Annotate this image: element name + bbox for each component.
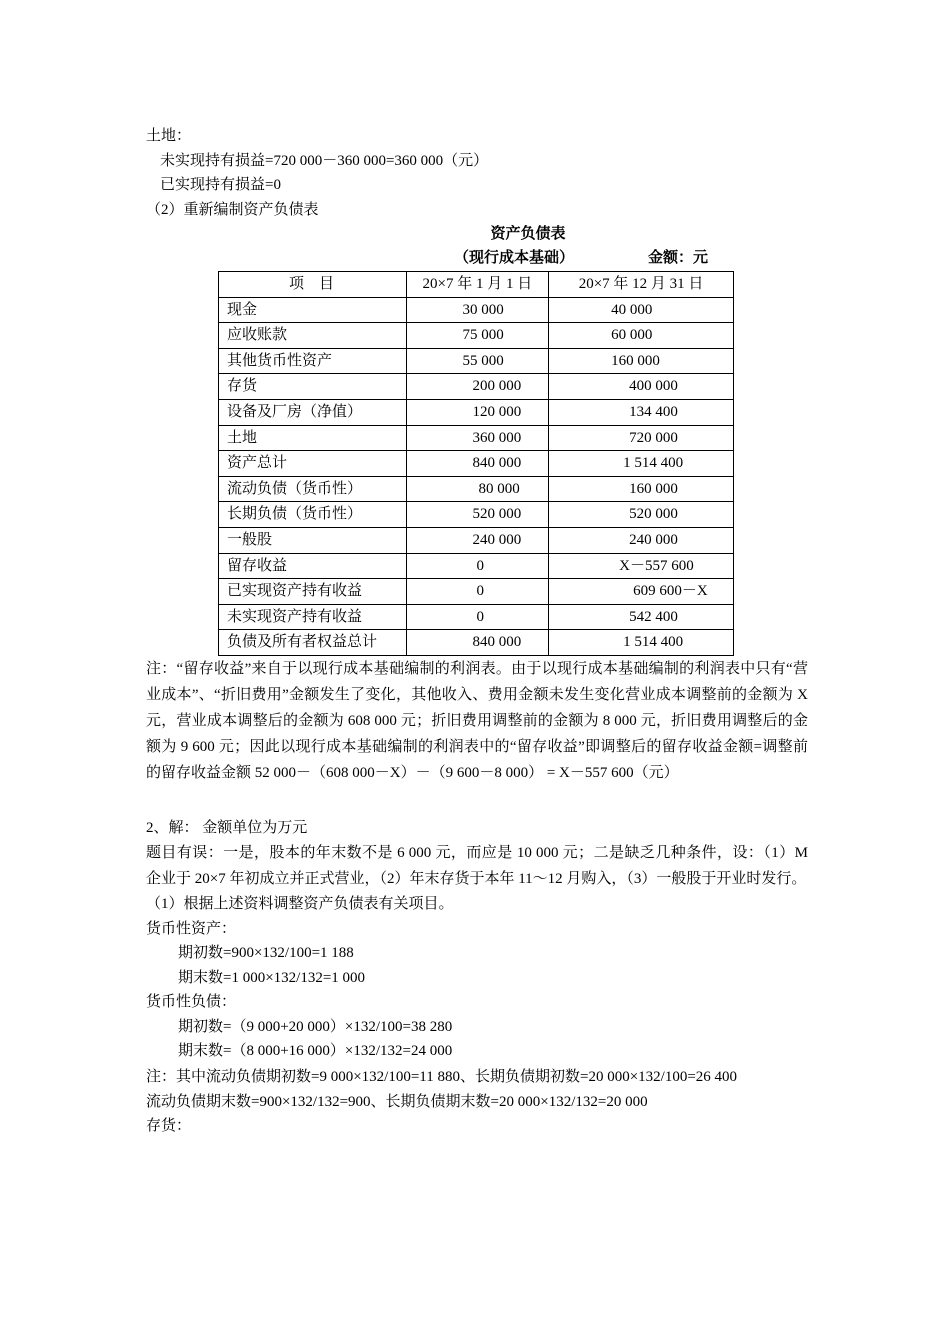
unrealized-gain-line: 未实现持有损益=720 000－360 000=360 000（元） — [160, 152, 489, 169]
table-row — [219, 502, 734, 528]
document-page — [146, 124, 808, 1139]
row-begin-value: 840 000 — [406, 451, 549, 477]
row-begin-value: 55 000 — [406, 348, 549, 374]
table-row — [219, 399, 734, 425]
row-begin-value: 240 000 — [406, 527, 549, 553]
row-begin-value: 200 000 — [406, 374, 549, 400]
row-end-value: 1 514 400 — [549, 451, 734, 477]
row-item: 长期负债（货币性） — [219, 502, 407, 528]
header-item: 项 目 — [219, 272, 407, 298]
row-begin-value: 0 — [406, 604, 549, 630]
row-end-value: 1 514 400 — [549, 630, 734, 656]
table-row — [219, 553, 734, 579]
note-retained-earnings: 注：“留存收益”来自于以现行成本基础编制的利润表。由于以现行成本基础编制的利润表中只有“营业成本”、“折旧费用”金额发生了变化，其他收入、费用金额未发生变化营业成本调整前的金额为 X 元，营业成本调整后的金额为 608 000 元；折旧费用调整前的金额为 8 000 元，折旧费用调整后的金额为 9 600 元；因此以现行成本基础编制的利润表中的“留存收益”即调整后的留存收益金额=调整前的留存收益金额 52 000－（608 000－X）－（9 600－8 000） = X－557 600（元） — [146, 660, 808, 781]
realized-gain-line: 已实现持有损益=0 — [160, 177, 281, 193]
row-begin-value: 520 000 — [406, 502, 549, 528]
table-row — [219, 425, 734, 451]
errata-paragraph: 题目有误：一是，股本的年末数不是 6 000 元，而应是 10 000 元；二是缺乏几种条件，设：（1）M 企业于 20×7 年初成立并正式营业，（2）年末存货于本年 11～12 月购入，（3）一般股于开业时发行。 — [146, 845, 808, 888]
note-liabilities-begin: 注：其中流动负债期初数=9 000×132/100=11 880、长期负债期初数=20 000×132/100=26 400 — [146, 1068, 738, 1085]
row-item: 土地 — [219, 425, 407, 451]
row-begin-value: 30 000 — [406, 297, 549, 323]
note-liabilities-end: 流动负债期末数=900×132/132=900、长期负债期末数=20 000×132/132=20 000 — [146, 1093, 648, 1110]
row-item: 应收账款 — [219, 323, 407, 349]
table-row — [219, 451, 734, 477]
inventory-label: 存货： — [146, 1118, 192, 1135]
monetary-liabilities-label: 货币性负债： — [146, 994, 237, 1011]
row-end-value: 240 000 — [549, 527, 734, 553]
row-item: 一般股 — [219, 527, 407, 553]
row-end-value: 542 400 — [549, 604, 734, 630]
table-subtitle-row — [146, 246, 808, 271]
table-row — [219, 374, 734, 400]
row-begin-value: 80 000 — [406, 476, 549, 502]
header-begin: 20×7 年 1 月 1 日 — [406, 272, 549, 298]
row-end-value: 520 000 — [549, 502, 734, 528]
row-item: 已实现资产持有收益 — [219, 579, 407, 605]
header-end: 20×7 年 12 月 31 日 — [549, 272, 734, 298]
step2-heading: （2）重新编制资产负债表 — [146, 201, 319, 218]
table-row — [219, 579, 734, 605]
row-end-value: 400 000 — [549, 374, 734, 400]
row-begin-value: 0 — [406, 579, 549, 605]
table-row — [219, 348, 734, 374]
monetary-liabilities-begin: 期初数=（9 000+20 000）×132/100=38 280 — [178, 1018, 453, 1035]
table-row — [219, 323, 734, 349]
row-begin-value: 75 000 — [406, 323, 549, 349]
row-end-value: 60 000 — [549, 323, 734, 349]
table-row — [219, 297, 734, 323]
row-begin-value: 0 — [406, 553, 549, 579]
row-item: 留存收益 — [219, 553, 407, 579]
row-begin-value: 120 000 — [406, 399, 549, 425]
row-end-value: 134 400 — [549, 399, 734, 425]
row-item: 流动负债（货币性） — [219, 476, 407, 502]
row-item: 资产总计 — [219, 451, 407, 477]
row-item: 现金 — [219, 297, 407, 323]
table-body — [219, 297, 734, 655]
table-subtitle: （现行成本基础） — [454, 250, 575, 266]
row-end-value: 160 000 — [549, 476, 734, 502]
row-end-value: 720 000 — [549, 425, 734, 451]
row-begin-value: 840 000 — [406, 630, 549, 656]
row-end-value: 40 000 — [549, 297, 734, 323]
table-row — [219, 630, 734, 656]
table-row — [219, 527, 734, 553]
table-title: 资产负债表 — [490, 226, 566, 242]
row-begin-value: 360 000 — [406, 425, 549, 451]
monetary-assets-begin: 期初数=900×132/100=1 188 — [178, 945, 354, 962]
table-header-row — [219, 272, 734, 298]
table-row — [219, 604, 734, 630]
row-item: 其他货币性资产 — [219, 348, 407, 374]
step1-heading: （1）根据上述资料调整资产负债表有关项目。 — [146, 896, 454, 913]
table-row — [219, 476, 734, 502]
table-unit: 金额：元 — [648, 250, 709, 266]
land-label: 土地： — [146, 128, 192, 144]
row-item: 负债及所有者权益总计 — [219, 630, 407, 656]
row-item: 存货 — [219, 374, 407, 400]
row-item: 未实现资产持有收益 — [219, 604, 407, 630]
balance-sheet-table — [218, 271, 734, 656]
row-end-value: X－557 600 — [549, 553, 734, 579]
monetary-liabilities-end: 期末数=（8 000+16 000）×132/132=24 000 — [178, 1043, 453, 1060]
monetary-assets-end: 期末数=1 000×132/132=1 000 — [178, 969, 366, 986]
section2-heading: 2、解： 金额单位为万元 — [146, 819, 308, 836]
row-end-value: 160 000 — [549, 348, 734, 374]
row-end-value: 609 600－X — [549, 579, 734, 605]
monetary-assets-label: 货币性资产： — [146, 920, 237, 937]
row-item: 设备及厂房（净值） — [219, 399, 407, 425]
